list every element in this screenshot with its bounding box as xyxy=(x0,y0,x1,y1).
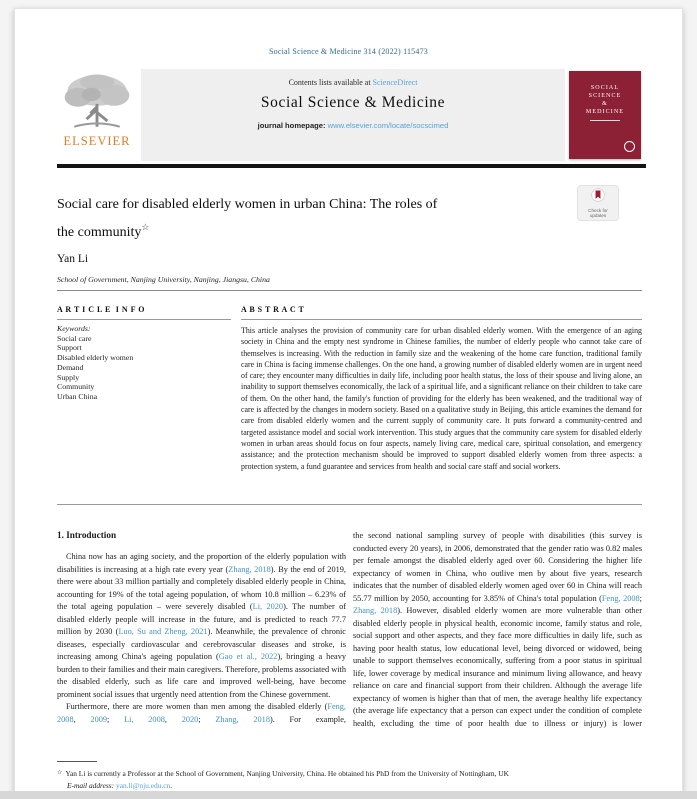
footnote-body: Yan Li is currently a Professor at the School of Government, Nanjing University, China. He obtained his PhD from the University of Nottingham, UK xyxy=(65,769,509,778)
text-run: China now has an aging society, and the proportion of the elderly population with disabilities is increasing at a high rate every year ( xyxy=(57,552,346,574)
cover-line: SCIENCE xyxy=(588,93,622,99)
title-line-text: the community xyxy=(57,225,142,240)
keyword-item: Social care xyxy=(57,333,92,343)
homepage-url-link[interactable]: www.elsevier.com/locate/socscimed xyxy=(327,121,449,130)
text-run: , xyxy=(73,714,91,724)
divider xyxy=(241,319,642,320)
badge-line: updates xyxy=(589,213,607,219)
badge-line: Check for xyxy=(588,208,608,213)
cover-line: MEDICINE xyxy=(585,109,625,115)
citation-link[interactable]: Zhang, 2018 xyxy=(228,564,271,574)
contents-line xyxy=(141,78,565,87)
cover-line: SOCIAL xyxy=(590,85,620,91)
body-column-right xyxy=(353,530,642,730)
citation-link[interactable]: Li, 2020 xyxy=(252,602,284,611)
homepage-line xyxy=(141,121,565,130)
email-label: E-mail address: xyxy=(67,780,116,790)
citation-link[interactable]: 2009 xyxy=(90,714,108,724)
author-name: Yan Li xyxy=(57,253,89,265)
citation-link[interactable]: Li, 2008 xyxy=(124,714,165,724)
citation-link[interactable]: Zhang, 2018 xyxy=(353,606,398,615)
cover-line: & xyxy=(602,101,608,107)
journal-title: Social Science & Medicine xyxy=(260,94,446,111)
citation-link[interactable]: Luo, Su and Zheng, 2021 xyxy=(118,627,208,636)
keyword-item: Community xyxy=(57,382,95,392)
paragraph xyxy=(57,701,346,726)
title-line: Social care for disabled elderly women in urban China: The roles of xyxy=(57,197,438,212)
text-run: ), bringing a heavy burden to their families and their main caregivers. Therefore, problems associated with the disabled elderly, such as life care and improved well-being, have become prominent social issues that urgently need attention from the Chinese government. xyxy=(57,652,346,699)
footnote-divider xyxy=(57,761,97,762)
author-affiliation: School of Government, Nanjing University, Nanjing, Jiangsu, China xyxy=(57,275,270,284)
cover-emblem-icon xyxy=(624,141,635,152)
text-run: ; xyxy=(107,714,125,724)
divider xyxy=(57,504,642,505)
keyword-item: Disabled elderly women xyxy=(57,353,134,363)
divider xyxy=(57,319,231,320)
journal-header-banner xyxy=(141,69,565,161)
keywords-block xyxy=(57,324,227,402)
text-run: the second national sampling survey of people with disabilities (this survey is conducted every 20 years), in 2006, demonstrated that the gender ratio was 0.82 males per female amongst the disabled elderly aged over 60. Considering the higher life expectancy of women in China, who outlive men by about five years, research indicates that the number of disabled elderly women aged over 60 in China will reach 55.77 million by 2050, accounting for 3.85% of China's total population ( xyxy=(353,531,642,603)
citation-link[interactable]: Gao et al., 2022 xyxy=(218,652,278,661)
footnote-block xyxy=(57,768,642,791)
header-divider-bar xyxy=(57,164,646,168)
citation-link[interactable]: Zhang, 2018 xyxy=(215,714,270,724)
text-run: ). By the end of 2019, there were about 33 million partially and completely disabled elderly people in China, accounting for 19% of the total ageing population, of whom 10.8 million – 6.23% of the total ageing population – were severely disabled ( xyxy=(57,564,346,611)
paragraph xyxy=(353,530,642,730)
article-title xyxy=(57,193,597,244)
running-head: Social Science & Medicine 314 (2022) 115473 xyxy=(269,47,428,56)
text-run: ). The number of disabled elderly people will increase in the future, and is predicted to reach 77.7 million by 2030 ( xyxy=(57,602,346,636)
keyword-item: Supply xyxy=(57,372,80,382)
divider xyxy=(57,290,642,291)
keyword-item: Demand xyxy=(57,362,84,372)
title-footnote-mark: ☆ xyxy=(141,222,150,232)
cover-divider xyxy=(590,120,620,121)
homepage-label: journal homepage: xyxy=(257,121,328,130)
elsevier-logo xyxy=(55,71,139,163)
keywords-label: Keywords: xyxy=(57,324,91,333)
elsevier-wordmark: ELSEVIER xyxy=(63,134,131,148)
footnote-text xyxy=(57,768,642,780)
text-run: ). However, disabled elderly women are more vulnerable than other disabled elderly people in physical health, economic income, family status and role, social support and other aspects, and they face more difficulties in daily life, such as having poor health status, low educational level, being divorced or widowed, being unable to support themselves economically, suffering from a poor status in spiritual life, lower coverage by medical insurance and minimum living allowance, and heavy reliance on care and financial support from their children. Although the average life expectancy of women is higher than that of men, the average healthy life expectancy (the average life expectancy that a person can expect under the condition of complete health, excluding the time of poor health due to illness or injury) is lower xyxy=(353,606,642,728)
keyword-item: Support xyxy=(57,343,82,353)
journal-cover-thumbnail[interactable] xyxy=(569,71,641,159)
text-run: , xyxy=(164,714,182,724)
keyword-item: Urban China xyxy=(57,391,98,401)
footnote-period: . xyxy=(170,780,173,790)
footnote-email-line xyxy=(67,780,642,792)
email-link[interactable]: yan.li@nju.edu.cn xyxy=(116,780,171,790)
text-run: Furthermore, there are more women than men among the disabled elderly ( xyxy=(66,702,328,711)
page-bottom-shadow xyxy=(0,791,697,799)
title-line xyxy=(57,216,597,244)
sciencedirect-link[interactable]: ScienceDirect xyxy=(372,78,418,87)
abstract-text: This article analyses the provision of community care for urban disabled elderly women. With the emergence of an aging society in China and the empty nest syndrome in Chinese families, the number of elderly people who cannot take care of themselves is increasing. With the reduction in family size and the weakening of the home care function, traditional family care in China is facing immense challenges. On the one hand, a growing number of disabled elderly women are in urgent need of care; they encounter many difficulties in daily life, including poor health status, the loss of their spouse and living alone, an inability to support themselves economically, the lack of a spiritual life, and a significant reliance on their children to take care of them. On the other hand, the family's function of providing for the elderly has been weakened, and the traditional way of care is affected by the changes in modern society. Based on a qualitative study in Beijing, this article examines the demand for care from disabled elderly women and the current supply of community care. It puts forward a community-centred and targeted assistance model and social work intervention. This study argues that the community care system for disabled elderly women in urban areas should focus on four aspects, namely living care, medical care, spiritual consolation, and emergency assistance; and the protection mechanism should be improved to support disabled elderly women from three aspects: a protection system, a fund guarantee and services from health and social care staff and social workers. xyxy=(241,326,642,471)
footnote-marker: ☆ xyxy=(57,770,63,776)
paper-page xyxy=(14,8,683,793)
contents-prefix: Contents lists available at xyxy=(288,78,373,87)
citation-link[interactable]: Feng, 2008 xyxy=(601,593,640,603)
section-heading-introduction: 1. Introduction xyxy=(57,530,117,540)
text-run: ; xyxy=(198,714,216,724)
citation-link[interactable]: Feng, 2008 xyxy=(57,702,346,724)
body-column-left xyxy=(57,551,346,726)
paragraph xyxy=(57,551,346,701)
text-run: ). For example, xyxy=(269,714,346,724)
article-info-heading: A R T I C L E I N F O xyxy=(57,305,145,314)
text-run: ). Meanwhile, the prevalence of chronic diseases, especially cardiovascular and cerebrovascular diseases and stroke, is increasing among China's ageing population ( xyxy=(57,627,346,661)
abstract-heading: A B S T R A C T xyxy=(241,305,305,314)
text-run: ; xyxy=(639,593,642,603)
cover-title xyxy=(569,71,641,121)
elsevier-tree-icon xyxy=(59,71,135,133)
citation-link[interactable]: 2020 xyxy=(181,714,199,724)
